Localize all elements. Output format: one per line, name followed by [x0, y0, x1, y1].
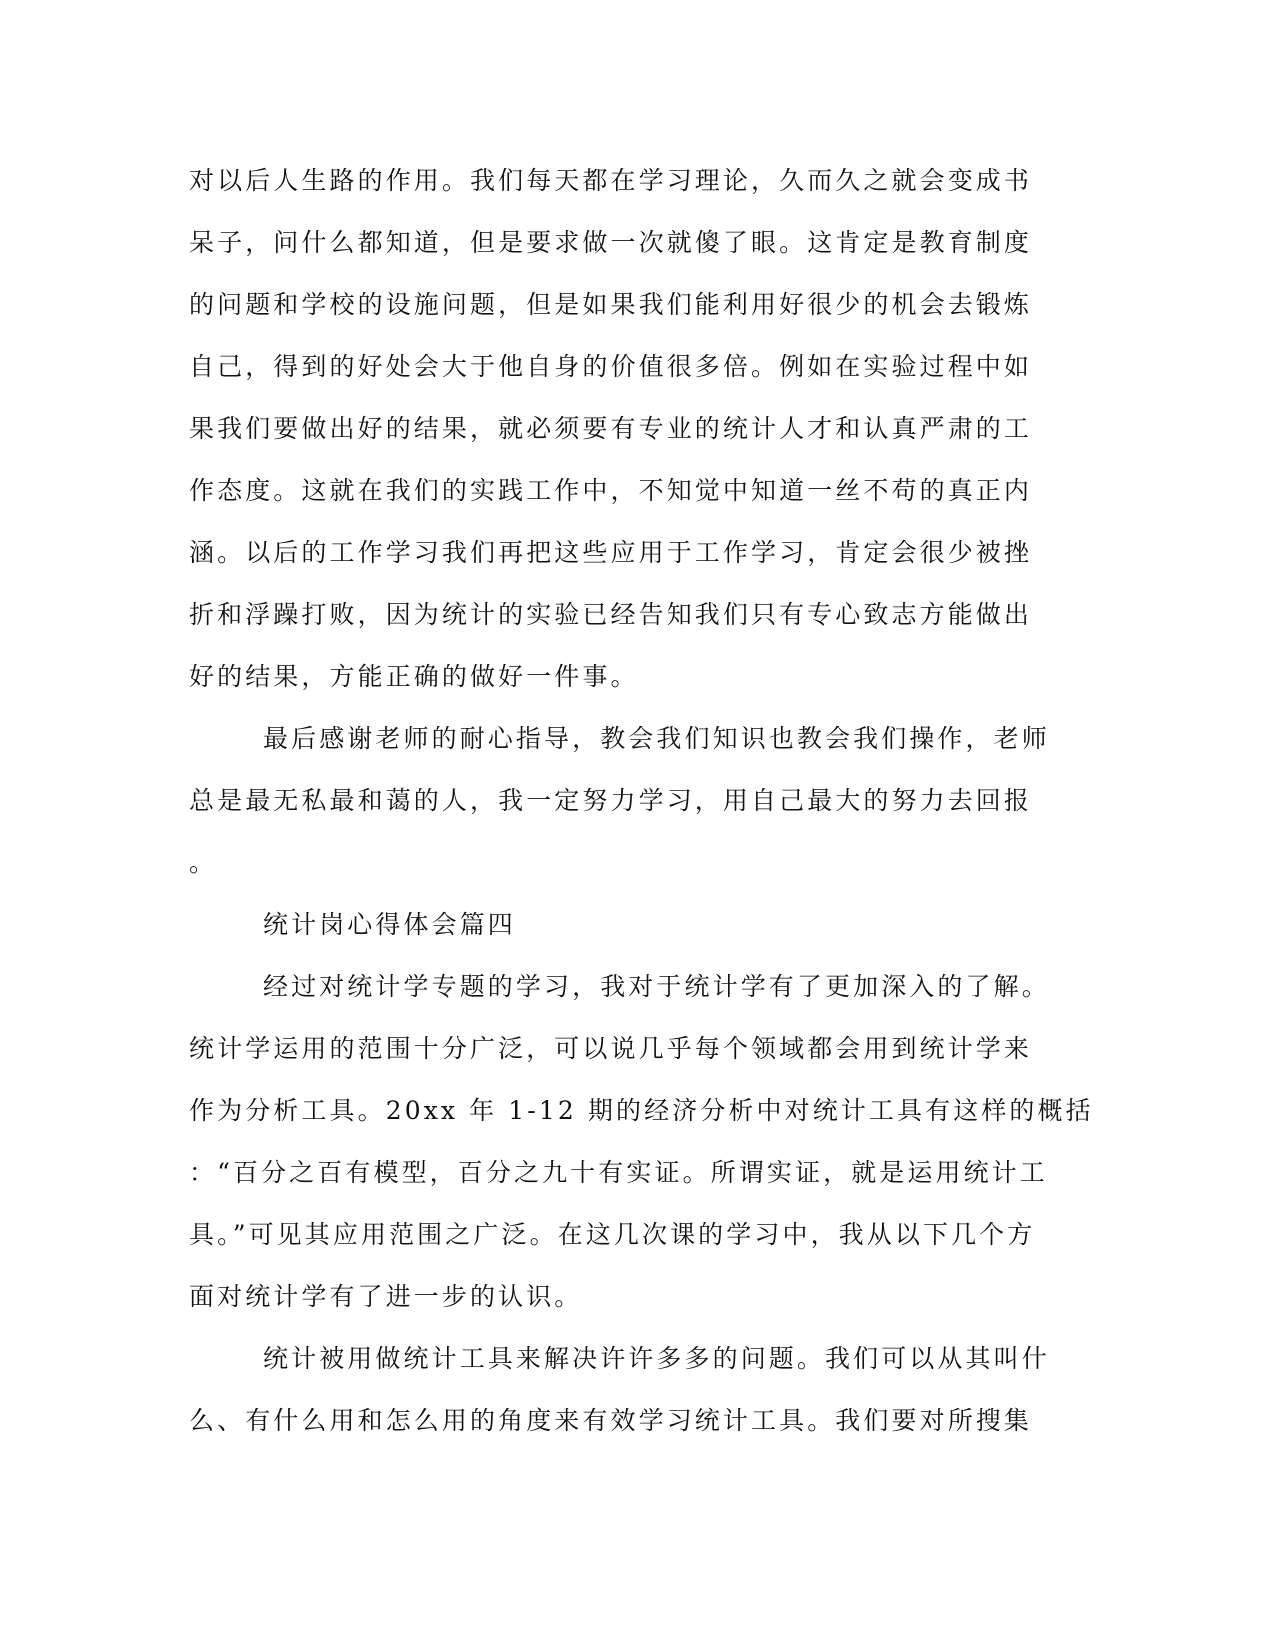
- text-line: 好的结果，方能正确的做好一件事。: [189, 662, 639, 691]
- paragraph-first-line: 经过对统计学专题的学习，我对于统计学有了更加深入的了解。: [263, 972, 1050, 1001]
- document-body: [189, 162, 1094, 1464]
- text-line: 面对统计学有了进一步的认识。: [189, 1282, 583, 1311]
- text-line: 作态度。这就在我们的实践工作中，不知觉中知道一丝不苟的真正内: [189, 476, 1033, 505]
- paragraph-first-line: 统计被用做统计工具来解决许许多多的问题。我们可以从其叫什: [263, 1344, 1050, 1373]
- text-line: ：“百分之百有模型，百分之九十有实证。所谓实证，就是运用统计工: [189, 1158, 1048, 1187]
- text-line: 总是最无私最和蔼的人，我一定努力学习，用自己最大的努力去回报: [189, 786, 1033, 815]
- text-line: 涵。以后的工作学习我们再把这些应用于工作学习，肯定会很少被挫: [189, 538, 1033, 567]
- text-line: 果我们要做出好的结果，就必须要有专业的统计人才和认真严肃的工: [189, 414, 1033, 443]
- text-line: 作为分析工具。20xx 年 1-12 期的经济分析中对统计工具有这样的概括: [189, 1096, 1094, 1125]
- text-line: 自己，得到的好处会大于他自身的价值很多倍。例如在实验过程中如: [189, 352, 1033, 381]
- text-line: 折和浮躁打败，因为统计的实验已经告知我们只有专心致志方能做出: [189, 600, 1033, 629]
- text-line: 统计学运用的范围十分广泛，可以说几乎每个领域都会用到统计学来: [189, 1034, 1033, 1063]
- section-heading: 统计岗心得体会篇四: [263, 910, 516, 939]
- text-line: 的问题和学校的设施问题，但是如果我们能利用好很少的机会去锻炼: [189, 290, 1033, 319]
- paragraph-first-line: 最后感谢老师的耐心指导，教会我们知识也教会我们操作，老师: [263, 724, 1050, 753]
- text-line: 。: [189, 848, 218, 877]
- text-line: 具。”可见其应用范围之广泛。在这几次课的学习中，我从以下几个方: [189, 1220, 1036, 1249]
- text-line: 对以后人生路的作用。我们每天都在学习理论，久而久之就会变成书: [189, 166, 1033, 195]
- text-line: 么、有什么用和怎么用的角度来有效学习统计工具。我们要对所搜集: [189, 1406, 1033, 1435]
- text-line: 呆子，问什么都知道，但是要求做一次就傻了眼。这肯定是教育制度: [189, 228, 1033, 257]
